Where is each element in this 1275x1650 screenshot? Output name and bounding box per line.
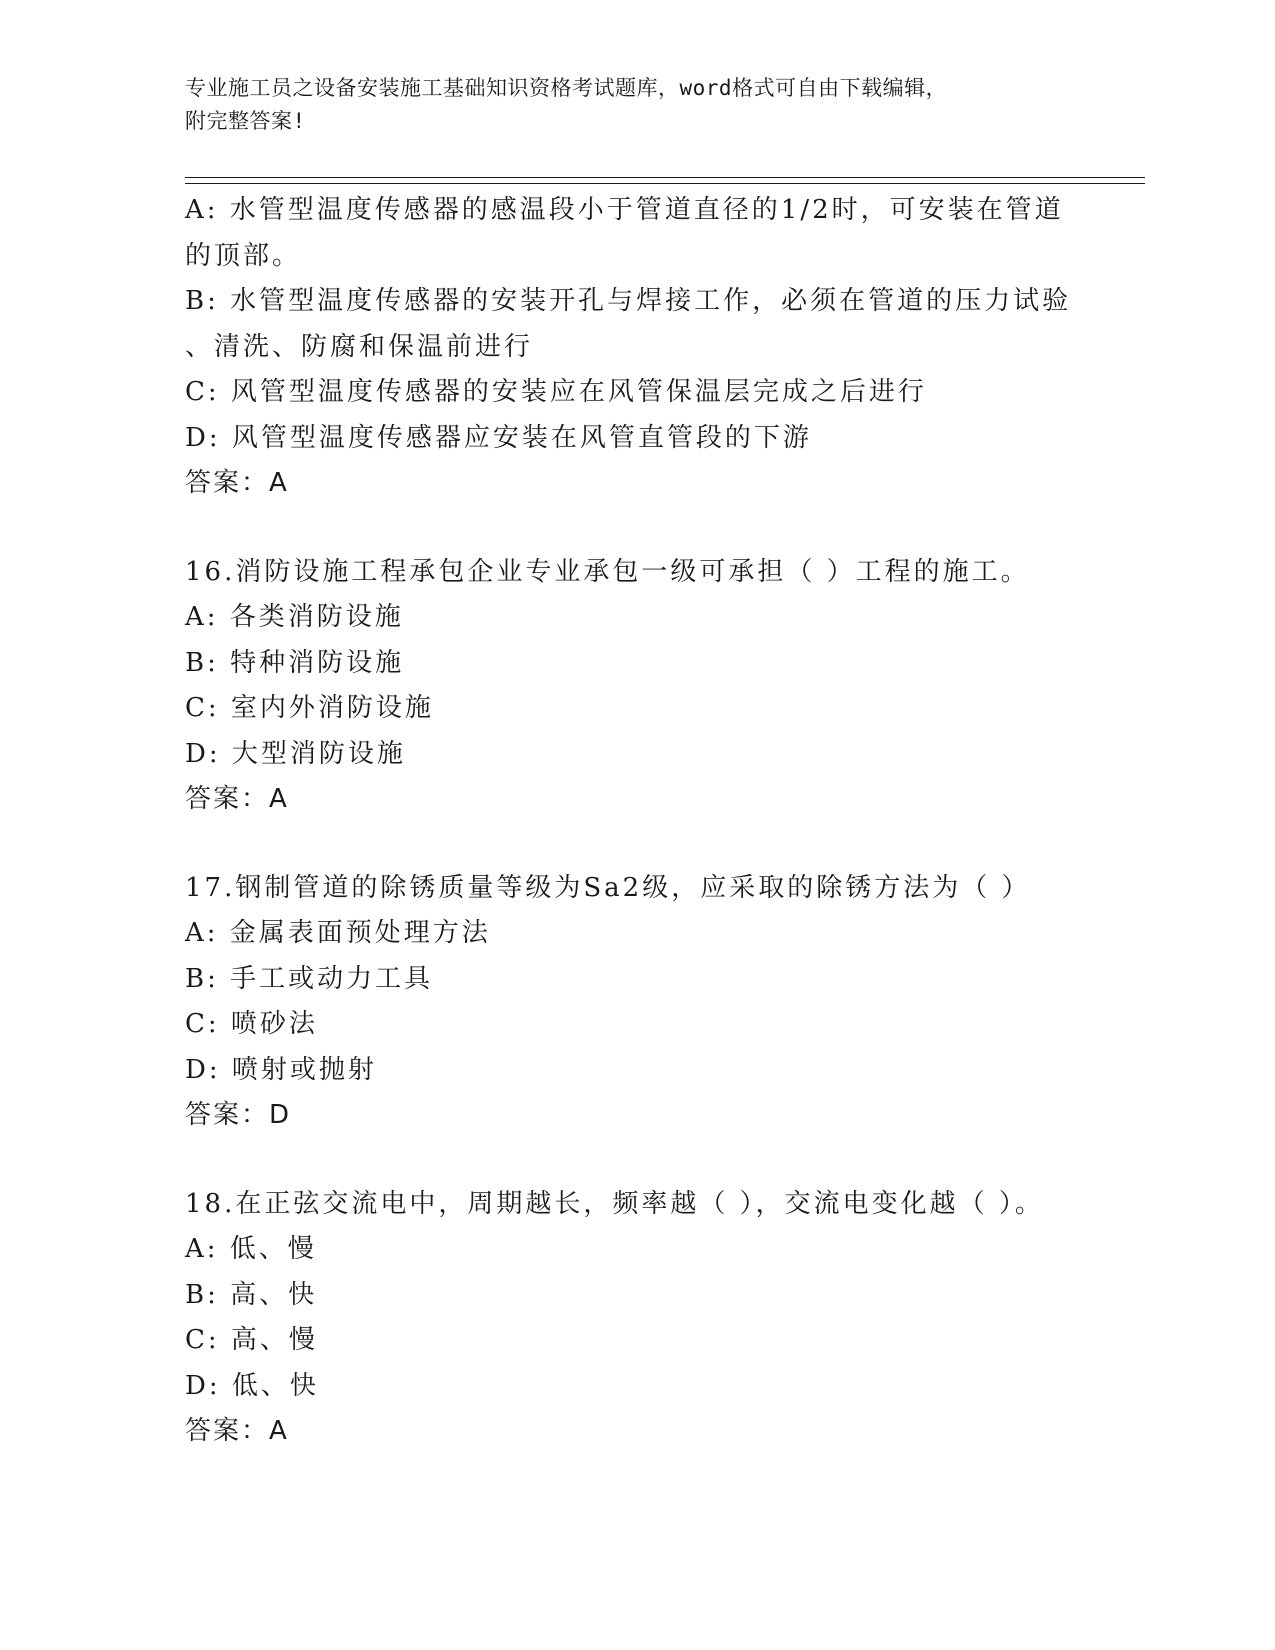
- option-a-line-1: A: 水管型温度传感器的感温段小于管道直径的1/2时，可安装在管道: [185, 195, 1064, 225]
- answer: 答案：A: [185, 1416, 289, 1446]
- header-line-2: 附完整答案!: [185, 109, 306, 133]
- option-d: D: 喷射或抛射: [185, 1054, 377, 1085]
- answer: 答案：D: [185, 1100, 292, 1130]
- question-block-17: [185, 866, 1085, 1139]
- option-c: C: 高、慢: [185, 1325, 318, 1355]
- option-b-line-1: B: 水管型温度传感器的安装开孔与焊接工作，必须在管道的压力试验: [185, 286, 1072, 316]
- block-spacer: [185, 1139, 1085, 1182]
- option-b: B: 手工或动力工具: [185, 963, 434, 994]
- option-c: C: 风管型温度传感器的安装应在风管保温层完成之后进行: [185, 377, 927, 407]
- question-list: [185, 188, 1085, 1455]
- option-a: A: 低、慢: [185, 1234, 317, 1264]
- option-d: D: 低、快: [185, 1370, 319, 1401]
- document-header: [185, 72, 1085, 138]
- option-a: A: 金属表面预处理方法: [185, 918, 491, 948]
- answer: 答案：A: [185, 468, 289, 498]
- header-line-1: 专业施工员之设备安装施工基础知识资格考试题库，word格式可自由下载编辑，: [185, 76, 948, 100]
- block-spacer: [185, 823, 1085, 866]
- option-b-line-2: 、清洗、防腐和保温前进行: [185, 331, 534, 362]
- question-block-18: [185, 1182, 1085, 1455]
- option-d: D: 风管型温度传感器应安装在风管直管段的下游: [185, 422, 812, 453]
- option-c: C: 喷砂法: [185, 1009, 318, 1039]
- answer: 答案：A: [185, 784, 289, 814]
- block-spacer: [185, 507, 1085, 550]
- question-text: 16.消防设施工程承包企业专业承包一级可承担（ ）工程的施工。: [185, 556, 1030, 587]
- question-block-15: [185, 188, 1085, 507]
- header-divider-top: [185, 177, 1145, 178]
- option-a-line-2: 的顶部。: [185, 240, 302, 271]
- question-block-16: [185, 550, 1085, 823]
- question-text: 17.钢制管道的除锈质量等级为Sa2级，应采取的除锈方法为（ ）: [185, 872, 1031, 903]
- option-c: C: 室内外消防设施: [185, 693, 434, 723]
- option-b: B: 高、快: [185, 1279, 318, 1310]
- option-a: A: 各类消防设施: [185, 602, 404, 632]
- header-divider-bottom: [185, 183, 1145, 184]
- question-text: 18.在正弦交流电中，周期越长，频率越（ ），交流电变化越（ ）。: [185, 1188, 1044, 1219]
- option-b: B: 特种消防设施: [185, 647, 405, 678]
- option-d: D: 大型消防设施: [185, 738, 406, 769]
